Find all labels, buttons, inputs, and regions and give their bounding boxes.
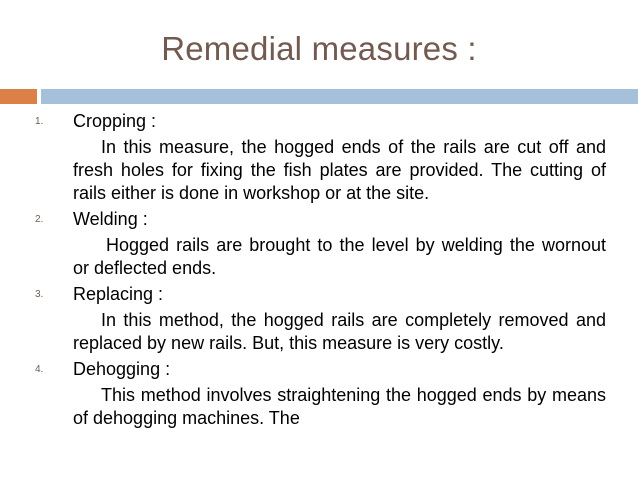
list-item-welding: [0, 208, 638, 280]
list-item-description: Hogged rails are brought to the level by welding the wornout or deflected ends.: [73, 235, 606, 278]
list-item-label: Cropping :: [73, 111, 157, 131]
title-accent-bar-orange: [0, 89, 37, 104]
list-item-number: 4.: [35, 364, 44, 375]
slide-title: Remedial measures :: [161, 30, 477, 67]
list-item-label: Replacing :: [73, 284, 164, 304]
list-item-number: 1.: [35, 116, 44, 127]
list-item-number: 2.: [35, 214, 44, 225]
list-item-head: [0, 358, 638, 381]
list-item-head: [0, 208, 638, 231]
title-accent-bar-blue: [41, 89, 638, 104]
remedial-measures-list: [0, 107, 638, 430]
list-item-label: Welding :: [73, 209, 148, 229]
list-item-dehogging: [0, 358, 638, 430]
list-item-description: This method involves straightening the hogged ends by means of dehogging machines. The: [73, 385, 606, 428]
list-item-head: [0, 110, 638, 133]
list-item-replacing: [0, 283, 638, 355]
list-item-description: In this measure, the hogged ends of the rails are cut off and fresh holes for fixing the fish plates are provided. The cutting of rails either is done in workshop or at the site.: [73, 137, 606, 203]
list-item-label: Dehogging :: [73, 359, 171, 379]
list-item-cropping: [0, 110, 638, 205]
list-item-head: [0, 283, 638, 306]
list-item-number: 3.: [35, 289, 44, 300]
list-item-description: In this method, the hogged rails are completely removed and replaced by new rails. But, this measure is very costly.: [73, 310, 606, 353]
